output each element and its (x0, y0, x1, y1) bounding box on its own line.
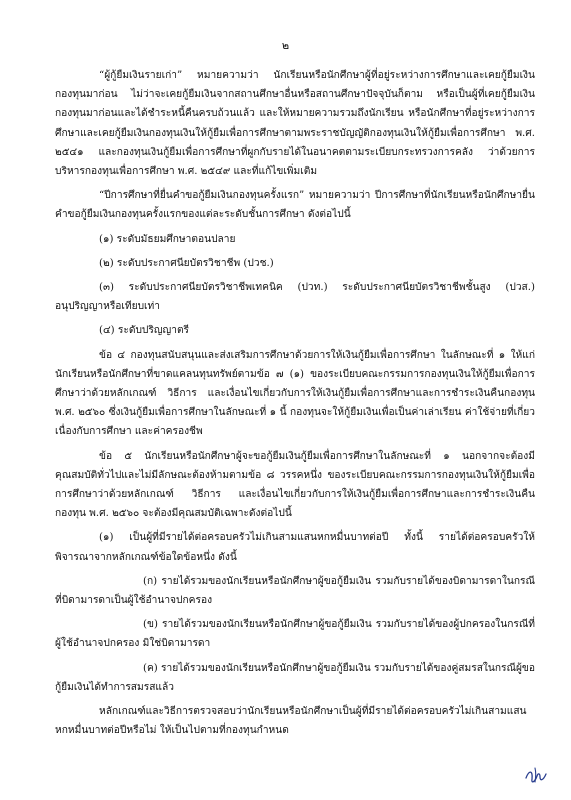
handwritten-initials (523, 764, 549, 786)
verification-rule: หลักเกณฑ์และวิธีการตรวจสอบว่านักเรียนหรือนักศึกษาเป็นผู้ที่มีรายได้ต่อครอบครัวไม่เกินสามแสนหกหมื่นบาทต่อปีหรือไม่ ให้เป็นไปตามที่กองทุนกำหนด (55, 706, 527, 737)
clause-4: ข้อ ๔ กองทุนสนับสนุนและส่งเสริมการศึกษาด้วยการให้เงินกู้ยืมเพื่อการศึกษา ในลักษณะที่ ๑ ให้แก่นักเรียนหรือนักศึกษาที่ขาดแคลนทุนทรัพย์ตามข้อ ๗ (๑) ของระเบียบคณะกรรมการกองทุนเงินให้กู้ยืมเพื่อการศึกษาว่าด้วยหลักเกณฑ์ วิธีการ และเงื่อนไขเกี่ยวกับการให้เงินกู้ยืมเพื่อการศึกษาและการชำระเงินคืนกองทุน พ.ศ. ๒๕๖๐ ซึ่งเงินกู้ยืมเพื่อการศึกษาในลักษณะที่ ๑ นี้ กองทุนจะให้กู้ยืมเงินเพื่อเป็นค่าเล่าเรียน ค่าใช้จ่ายที่เกี่ยวเนื่องกับการศึกษา และค่าครองชีพ (55, 349, 535, 438)
definition-first-application-year: “ปีการศึกษาที่ยื่นคำขอกู้ยืมเงินกองทุนครั้งแรก” หมายความว่า ปีการศึกษาที่นักเรียนหรือนักศึกษายื่นคำขอกู้ยืมเงินกองทุนครั้งแรกของแต่ละระดับชั้นการศึกษา ดังต่อไปนี้ (55, 190, 535, 221)
clause-5: ข้อ ๕ นักเรียนหรือนักศึกษาผู้จะขอกู้ยืมเงินกู้ยืมเพื่อการศึกษาในลักษณะที่ ๑ นอกจากจะต้องมีคุณสมบัติทั่วไปและไม่มีลักษณะต้องห้ามตามข้อ ๘ วรรคหนึ่ง ของระเบียบคณะกรรมการกองทุนเงินให้กู้ยืมเพื่อการศึกษาว่าด้วยหลักเกณฑ์ วิธีการ และเงื่อนไขเกี่ยวกับการให้เงินกู้ยืมเพื่อการศึกษาและการชำระเงินคืนกองทุน พ.ศ. ๒๕๖๐ จะต้องมีคุณสมบัติเฉพาะดังต่อไปนี้ (55, 450, 535, 520)
education-level-item: (๔) ระดับปริญญาตรี (99, 325, 190, 337)
document-body (55, 66, 535, 746)
income-criterion-item: (ค) รายได้รวมของนักเรียนหรือนักศึกษาผู้ขอกู้ยืมเงิน รวมกับรายได้ของคู่สมรสในกรณีผู้ขอกู้ยืมเงินได้ทำการสมรสแล้ว (55, 662, 535, 693)
income-criterion-item: (ก) รายได้รวมของนักเรียนหรือนักศึกษาผู้ขอกู้ยืมเงิน รวมกับรายได้ของบิดามารดาในกรณีที่บิดามารดาเป็นผู้ใช้อำนาจปกครอง (55, 575, 535, 607)
page-number: ๒ (281, 39, 290, 52)
definition-existing-borrower: “ผู้กู้ยืมเงินรายเก่า” หมายความว่า นักเรียนหรือนักศึกษาผู้ที่อยู่ระหว่างการศึกษาและเคยกู้ยืมเงินกองทุนมาก่อน ไม่ว่าจะเคยกู้ยืมเงินจากสถานศึกษาอื่นหรือสถานศึกษาปัจจุบันก็ตาม หรือเป็นผู้ที่เคยกู้ยืมเงินกองทุนมาก่อนและได้ชำระหนี้คืนครบถ้วนแล้ว และให้หมายความรวมถึงนักเรียน หรือนักศึกษาที่อยู่ระหว่างการศึกษาและเคยกู้ยืมเงินกองทุนเงินให้กู้ยืมเพื่อการศึกษาตามพระราชบัญญัติกองทุนเงินให้กู้ยืมเพื่อการศึกษา พ.ศ. ๒๕๔๑ และกองทุนเงินกู้ยืมเพื่อการศึกษาที่ผูกกับรายได้ในอนาคตตามระเบียบกระทรวงการคลัง ว่าด้วยการบริหารกองทุนเพื่อการศึกษา พ.ศ. ๒๕๔๙ และที่แก้ไขเพิ่มเติม (55, 70, 535, 178)
education-level-item: (๓) ระดับประกาศนียบัตรวิชาชีพเทคนิค (ปวท.) ระดับประกาศนียบัตรวิชาชีพชั้นสูง (ปวส.) อนุปริญญาหรือเทียบเท่า (55, 282, 535, 313)
income-criterion-item: (ข) รายได้รวมของนักเรียนหรือนักศึกษาผู้ขอกู้ยืมเงิน รวมกับรายได้ของผู้ปกครองในกรณีที่ผู้ใช้อำนาจปกครอง มิใช่บิดามารดา (55, 619, 535, 650)
clause-5-item-1: (๑) เป็นผู้ที่มีรายได้ต่อครอบครัวไม่เกินสามแสนหกหมื่นบาทต่อปี ทั้งนี้ รายได้ต่อครอบครัวให้พิจารณาจากหลักเกณฑ์ข้อใดข้อหนึ่ง ดังนี้ (55, 532, 535, 563)
education-level-item: (๒) ระดับประกาศนียบัตรวิชาชีพ (ปวช.) (99, 257, 274, 269)
education-level-item: (๑) ระดับมัธยมศึกษาตอนปลาย (99, 233, 236, 245)
